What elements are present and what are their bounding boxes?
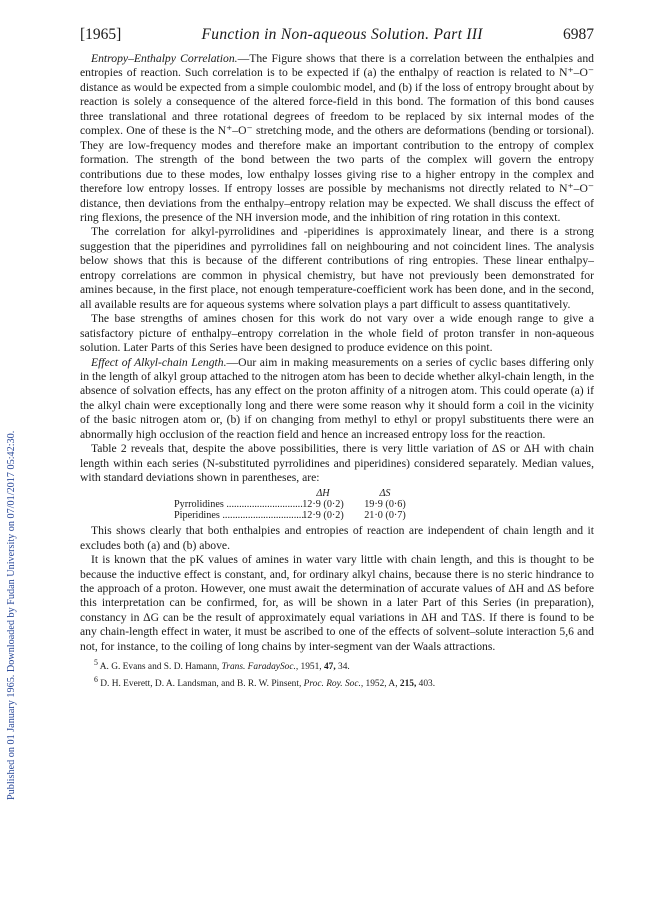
footnote-year: 1951, <box>300 662 322 673</box>
paragraph <box>80 312 594 355</box>
footnote-journal: Trans. FaradaySoc., <box>221 662 299 673</box>
footnote-page: 34. <box>338 662 350 673</box>
footnote-journal: Proc. Roy. Soc., <box>303 679 364 690</box>
download-notice[interactable]: Published on 01 January 1965. Downloaded by Fudan University on 07/01/2017 05:42:30. <box>6 430 17 800</box>
cell-ds: 21·0 (0·7) <box>364 510 406 521</box>
cell-dh: 12·9 (0·2) <box>302 498 344 510</box>
row-label: Piperidines ................................. <box>174 510 307 521</box>
download-sidebar <box>4 160 18 800</box>
paragraph-text: —Our aim in making measurements on a series of cyclic bases differing only in the length of alkyl group attached to the nitrogen atom has been to decide whether alkyl-chain length, in the absence of solvation effects, has any effect on the proton affinity of a nitrogen atom. This could operate (a) if the alkyl chain were exceptionally long and there were some reason why it should form a coil in the vicinity of the basic nitrogen atom or, (b) if on changing from methyl to ethyl or propyl substituents there were an abnormally high occlusion of the reaction field and hence an increased entropy loss for the reaction. <box>80 355 594 441</box>
cell-ds: 19·9 (0·6) <box>364 498 406 510</box>
footnote-volume: 215, <box>399 679 417 690</box>
paragraph <box>80 52 594 225</box>
footnote-number: 6 <box>94 675 98 684</box>
section-heading: Entropy–Enthalpy Correlation. <box>91 52 238 65</box>
footnote-number: 5 <box>94 658 98 668</box>
cell-dh: 12·9 (0·2) <box>302 510 344 521</box>
header-title: Function in Non-aqueous Solution. Part III <box>201 26 483 43</box>
paragraph <box>80 442 594 485</box>
table-row <box>80 510 594 521</box>
running-header <box>80 26 594 44</box>
paragraph <box>80 356 594 443</box>
paragraph-text: The base strengths of amines chosen for this work do not vary over a wide enough range to give a satisfactory picture of enthalpy–entropy correlation in the whole field of proton transfer in non-aqueous solution. Later Parts of this Series have been designed to produce evidence on this point. <box>80 312 594 355</box>
footnote-authors: A. G. Evans and S. D. Hamann, <box>99 662 220 673</box>
footnote <box>80 657 594 674</box>
median-values-table <box>80 488 594 522</box>
table-header-row <box>80 488 594 499</box>
footnote <box>80 674 594 691</box>
footnote-authors: D. H. Everett, D. A. Landsman, and B. R. W. Pinsent, <box>100 679 302 690</box>
footnote-year: 1952, A, <box>365 679 398 690</box>
article-body <box>80 52 594 691</box>
paragraph-text: The correlation for alkyl-pyrrolidines and -piperidines is approximately linear, and there is a strong suggestion that the piperidines and pyrrolidines fall on neighbouring and not coincident lines. The analysis below shows that this is because of the different contributions of ring entropies. These linear enthalpy–entropy correlations are common in physical chemistry, but have not previously been demonstrated for amines because, in the first place, not enough temperature-coefficient work has been done, and in the second, all available results are for aqueous systems where solvation plays a part difficult to assess quantitatively. <box>80 225 594 311</box>
paragraph-text: —The Figure shows that there is a correlation between the enthalpies and entropies of reaction. Such correlation is to be expected if (a) the enthalpy of reaction is related to N⁺–O⁻ distance as would be expected from a simple coulombic model, and (b) if the loss of entropy brought about by reaction is solely a consequence of the altered force-field in this bond. The formation of this bond causes three translational and three rotational degrees of freedom to be replaced by six internal modes of the complex. One of these is the N⁺–O⁻ stretching mode, and the others are deformations (bending or torsional). They are low-frequency modes and therefore make an important contribution to the entropy of complex formation. The strength of the bond between the two parts of the complex will govern the entropy contributions due to these modes, low enthalpy losses giving rise to a higher entropy in the complex and therefore low entropy losses. If entropy losses are possible by mechanisms not directly related to N⁺–O⁻ distance, then deviations from the enthalpy–entropy relation may be expected. We shall discuss the effect of ring flexions, the presence of the NH inversion mode, and the inhibition of ring rotation in this context. <box>80 52 594 224</box>
footnote-volume: 47, <box>323 662 336 673</box>
paragraph-text: Table 2 reveals that, despite the above possibilities, there is very little variation of ΔS or ΔH with chain length within each series (N-substituted pyrrolidines and piperidines) considered separately. Median values, with standard deviations shown in parentheses, are: <box>80 442 594 485</box>
row-label: Pyrrolidines .............................. <box>174 498 303 510</box>
page <box>80 26 594 691</box>
header-page-number: 6987 <box>562 26 594 43</box>
footnote-page: 403. <box>418 679 436 690</box>
column-header-dh: ΔH <box>316 487 330 499</box>
table-row <box>80 499 594 510</box>
paragraph: It is known that the pK values of amines in water vary little with chain length, and this is thought to be because the inductive effect is constant, and, for ordinary alkyl chains, because there is no steric hindrance to the approach of a proton. However, one must await the determination of accurate values of ΔH and ΔS before this interpretation can be confirmed, for, as will be shown in a later Part of this Series (in preparation), constancy in ΔG can be the result of approximately equal variations in ΔH and TΔS. If there is found to be any chain-length effect in water, it must be ascribed to one of the effects of solvent–solute interaction 5,6 and not, for instance, to the coiling of long chains by inter-segment van der Waals attractions. <box>80 553 594 653</box>
header-year: [1965] <box>80 26 122 43</box>
footnotes <box>80 657 594 690</box>
paragraph <box>80 225 594 312</box>
paragraph: This shows clearly that both enthalpies and entropies of reaction are independent of chain length and it excludes both (a) and (b) above. <box>80 524 594 552</box>
column-header-ds: ΔS <box>379 487 391 499</box>
section-heading: Effect of Alkyl-chain Length. <box>91 355 227 369</box>
